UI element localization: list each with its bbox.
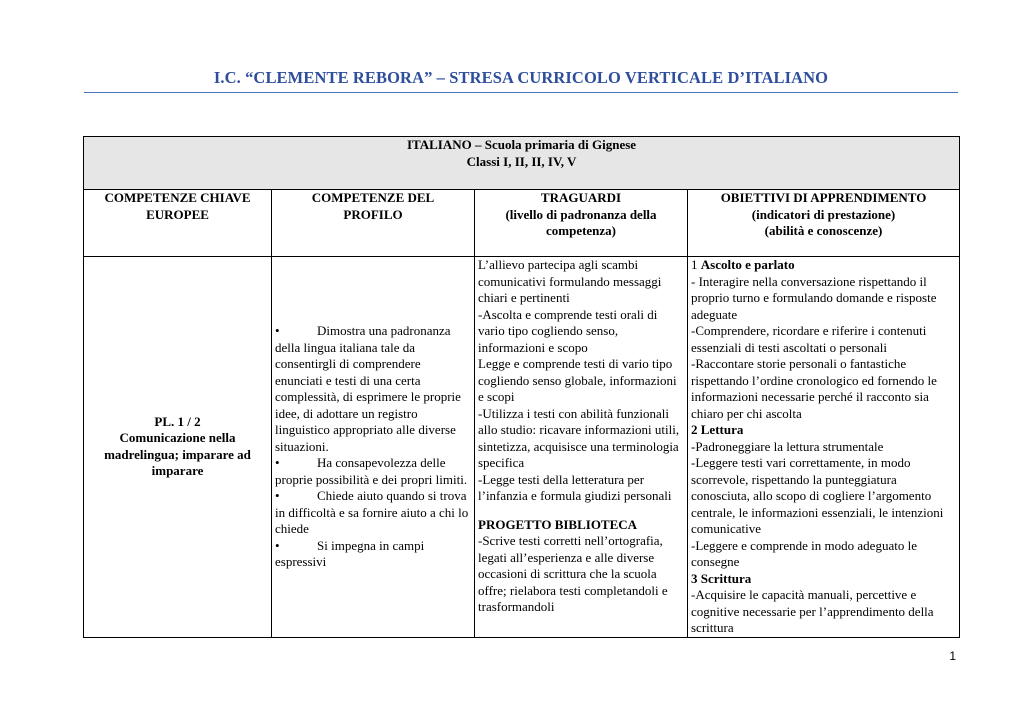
section-title: 3 Scrittura [691,570,752,586]
list-item-text: Ha consapevolezza delle proprie possibilità e dei propri limiti. [275,455,468,487]
cell-text: -Leggere e comprende in modo adeguato le consegne [691,537,917,569]
section-number: 1 [691,257,701,272]
list-item: • Dimostra una padronanza della lingua italiana tale da consentirgli di comprendere enunciati e testi di una certa complessità, di esprimere le proprie idee, di adottare un registro linguistico appropriato alle diverse situazioni. [275,323,461,454]
header-rule [84,92,958,93]
page-number: 1 [949,649,956,663]
header-text: competenza) [545,223,617,238]
column-header-obiettivi [688,190,960,257]
table-banner-row [84,137,960,190]
header-text: COMPETENZE CHIAVE [104,190,251,205]
column-header-competenze-chiave [84,190,272,257]
table-row [84,257,960,638]
cell-profilo [272,257,475,638]
header-text: COMPETENZE DEL [311,190,435,205]
cell-text: -Comprendere, ricordare e riferire i contenuti essenziali di testi ascoltati o personali [691,323,927,355]
header-text: TRAGUARDI [540,190,622,205]
header-text: EUROPEE [146,206,209,222]
cell-text: -Legge testi della letteratura per l’infanzia e formula giudizi personali [478,471,672,503]
section-title: 2 Lettura [691,422,744,437]
cell-text: -Raccontare storie personali o fantastiche rispettando l’ordine cronologico ed fornendo le informazioni necessarie perché il racconto sia chiaro per chi ascolta [691,356,937,421]
column-header-competenze-profilo [272,190,475,257]
cell-competenze-chiave [84,257,272,638]
cell-text: -Utilizza i testi con abilità funzionali allo studio: ricavare informazioni utili, sintetizza, acquisisce una terminologia specifica [478,405,680,470]
banner-line-2: Classi I, II, II, IV, V [466,153,577,169]
cell-text: imparare [151,463,204,479]
header-text: (indicatori di prestazione) [751,206,896,222]
cell-text: Legge e comprende testi di vario tipo cogliendo senso globale, informazioni e scopi [478,356,677,404]
list-item-text: Dimostra una padronanza della lingua italiana tale da consentirgli di comprendere enunciati e testi di una certa complessità, di esprimere le proprie idee, di adottare un registro linguistico appropriato alle diverse situazioni. [275,323,461,454]
column-header-traguardi [475,190,688,257]
header-text: (abilità e conoscenze) [764,223,883,238]
cell-text: -Leggere testi vari correttamente, in modo scorrevole, rispettando la punteggiatura conosciuta, allo scopo di cogliere l’argomento centrale, le informazioni essenziali, le intenzioni comunicative [691,455,944,536]
list-item: • Chiede aiuto quando si trova in difficoltà e sa fornire aiuto a chi lo chiede [275,488,469,536]
cell-text: -Ascolta e comprende testi orali di vario tipo cogliendo senso, informazioni e scopo [478,306,658,355]
section-title: Ascolto e parlato [700,257,795,272]
cell-text: L’allievo partecipa agli scambi comunicativi formulando messaggi chiari e pertinenti [478,257,662,305]
table-banner [84,137,960,190]
curriculum-table [83,136,960,638]
list-item: • Si impegna in campi espressivi [275,537,425,569]
cell-text: -Acquisire le capacità manuali, percettive e cognitive necessarie per l’apprendimento della scrittura [691,587,934,635]
header-text: PROFILO [343,206,403,222]
cell-obiettivi [688,257,960,638]
cell-text: -Padroneggiare la lettura strumentale [691,438,884,454]
section-ascolto [691,257,956,274]
list-item: • Ha consapevolezza delle proprie possibilità e dei propri limiti. [275,455,468,487]
list-item-text: Chiede aiuto quando si trova in difficoltà e sa fornire aiuto a chi lo chiede [275,488,469,536]
cell-text: PL. 1 / 2 [154,413,201,429]
progetto-title: PROGETTO BIBLIOTECA [478,516,638,532]
cell-text: madrelingua; imparare ad [104,446,251,462]
cell-traguardi [475,257,688,638]
cell-text: Comunicazione nella [119,430,236,446]
list-item-text: Si impegna in campi espressivi [275,537,425,569]
cell-text: - Interagire nella conversazione rispettando il proprio turno e formulando domande e risposte adeguate [691,273,937,322]
header-text: OBIETTIVI DI APPRENDIMENTO [720,190,927,205]
page-title: I.C. “CLEMENTE REBORA” – STRESA CURRICOLO VERTICALE D’ITALIANO [213,68,829,87]
progetto-text: -Scrive testi corretti nell’ortografia, legati all’esperienza e alle diverse occasioni di scrittura che la scuola offre; rielabora testi completandoli e trasformandoli [478,533,668,614]
column-header-row [84,190,960,257]
header-text: (livello di padronanza della [505,206,657,222]
banner-line-1: ITALIANO – Scuola primaria di Gignese [406,137,637,152]
